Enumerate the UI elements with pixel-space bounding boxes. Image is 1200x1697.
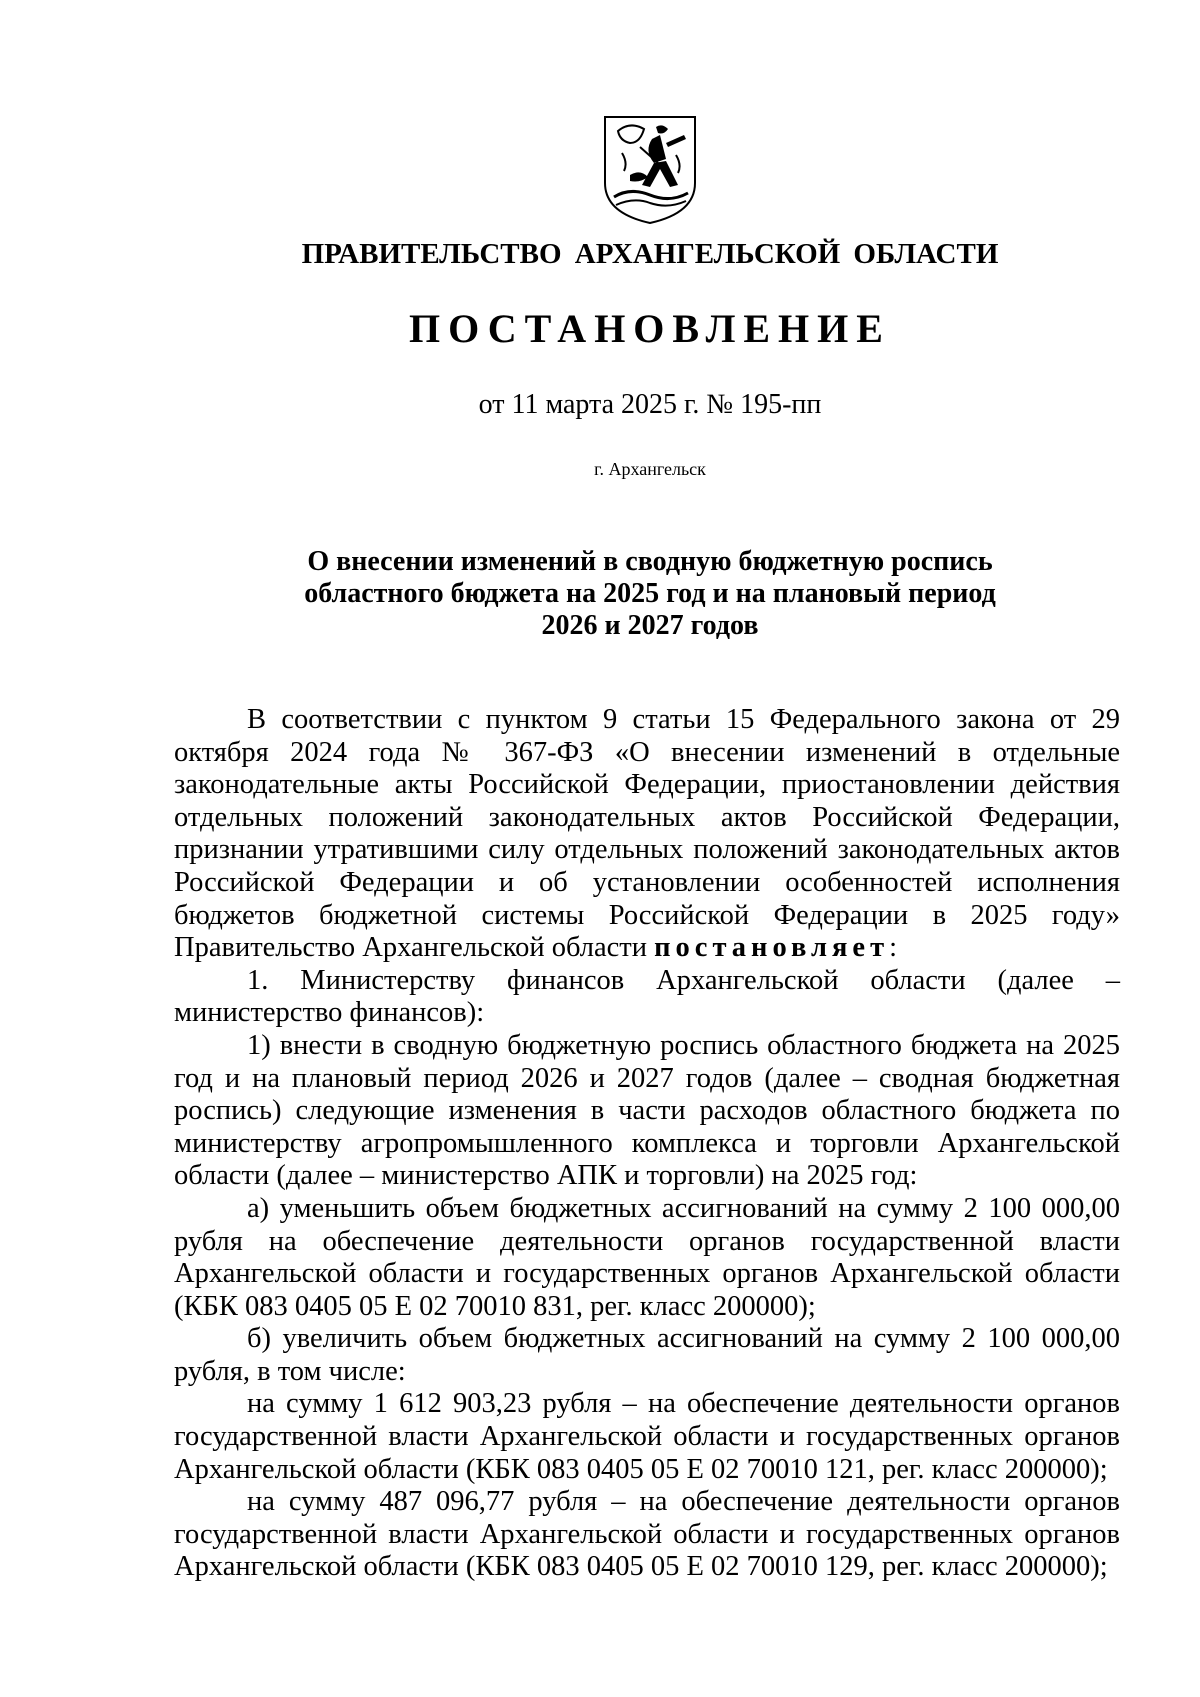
- document-body: [174, 704, 1120, 1584]
- government-name: ПРАВИТЕЛЬСТВО АРХАНГЕЛЬСКОЙ ОБЛАСТИ: [301, 238, 999, 270]
- item-1-paragraph: 1. Министерству финансов Архангельской области (далее – министерство финансов):: [174, 964, 1120, 1029]
- item-b1-paragraph: на сумму 1 612 903,23 рубля – на обеспечение деятельности органов государственной власти Архангельской области и государственных органов Архангельской области (КБК 083 0405 05 E 02 70010 121, рег. класс 200000);: [174, 1388, 1120, 1485]
- decree-colon: :: [889, 932, 897, 964]
- subject-line: областного бюджета на 2025 год и на плановый период: [304, 578, 996, 609]
- item-b2-paragraph: на сумму 487 096,77 рубля – на обеспечение деятельности органов государственной власти Архангельской области и государственных органов Архангельской области (КБК 083 0405 05 E 02 70010 129, рег. класс 200000);: [174, 1486, 1120, 1583]
- coat-of-arms-emblem-icon: [600, 113, 700, 225]
- preamble-paragraph: [174, 704, 1120, 965]
- city-name: г. Архангельск: [594, 459, 706, 479]
- subject-line: О внесении изменений в сводную бюджетную роспись: [307, 546, 993, 577]
- document-subject: [0, 546, 1200, 642]
- preamble-text: В соответствии с пунктом 9 статьи 15 Федерального закона от 29 октября 2024 года № 367-ФЗ «О внесении изменений в отдельные законодательные акты Российской Федерации, приостановлении действия отдельных положений законодательных актов Российской Федерации, признании утратившими силу отдельных положений законодательных актов Российской Федерации и об установлении особенностей исполнения бюджетов бюджетной системы Российской Федерации в 2025 году» Правительство Архангельской области: [174, 704, 1120, 964]
- item-1-1-paragraph: 1) внести в сводную бюджетную роспись областного бюджета на 2025 год и на плановый период 2026 и 2027 годов (далее – сводная бюджетная роспись) следующие изменения в части расходов областного бюджета по министерству агропромышленного комплекса и торговли Архангельской области (далее – министерство АПК и торговли) на 2025 год:: [174, 1029, 1120, 1192]
- subject-line: 2026 и 2027 годов: [541, 610, 759, 641]
- item-a-paragraph: а) уменьшить объем бюджетных ассигнований на сумму 2 100 000,00 рубля на обеспечение деятельности органов государственной власти Архангельской области и государственных органов Архангельской области (КБК 083 0405 05 E 02 70010 831, рег. класс 200000);: [174, 1192, 1120, 1322]
- decree-word: постановляет: [654, 932, 890, 964]
- item-b-paragraph: б) увеличить объем бюджетных ассигнований на сумму 2 100 000,00 рубля, в том числе:: [174, 1323, 1120, 1387]
- document-type-title: ПОСТАНОВЛЕНИЕ: [409, 306, 891, 351]
- date-and-number: от 11 марта 2025 г. № 195-пп: [478, 389, 822, 420]
